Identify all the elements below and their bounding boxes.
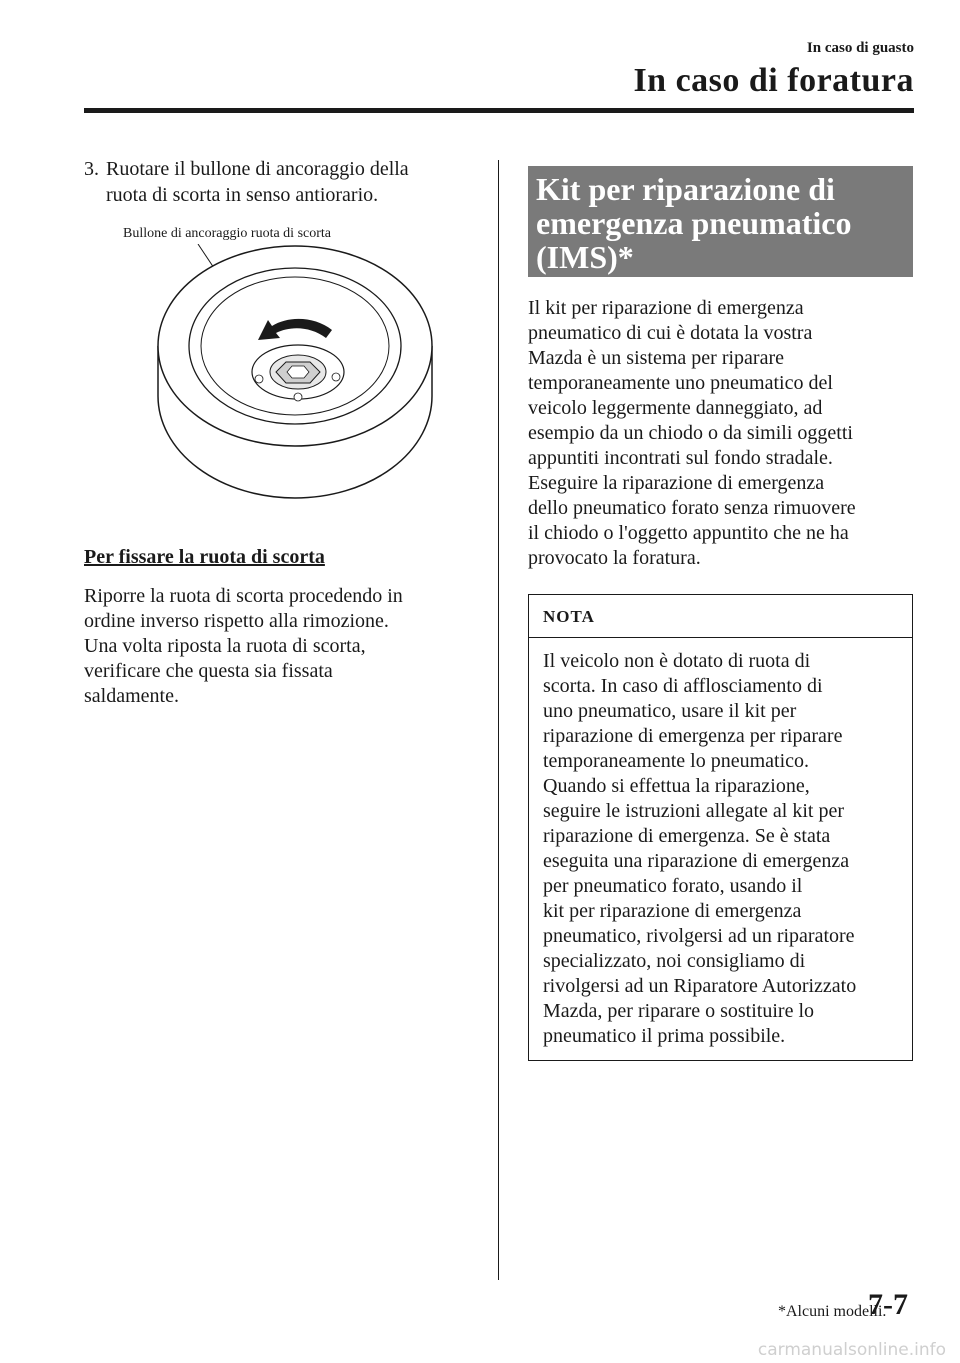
paragraph-line: pneumatico di cui è dotata la vostra (528, 322, 813, 344)
kit-description-paragraph (528, 296, 913, 571)
chapter-title: In caso di foratura (633, 62, 914, 99)
note-line: eseguita una riparazione di emergenza (543, 850, 850, 872)
note-line: kit per riparazione di emergenza (543, 900, 802, 922)
fix-spare-heading: Per fissare la ruota di scorta (84, 546, 325, 568)
paragraph-line: il chiodo o l'oggetto appuntito che ne ha (528, 522, 849, 544)
paragraph-line: Eseguire la riparazione di emergenza (528, 472, 825, 494)
spare-tire-illustration (150, 244, 440, 534)
step-3 (84, 156, 484, 208)
header-rule (84, 108, 914, 113)
note-line: rivolgersi ad un Riparatore Autorizzato (543, 975, 857, 997)
paragraph-line: veicolo leggermente danneggiato, ad (528, 397, 823, 419)
note-line: pneumatico, rivolgersi ad un riparatore (543, 925, 855, 947)
step-text (106, 156, 484, 208)
note-line: seguire le istruzioni allegate al kit per (543, 800, 844, 822)
paragraph-line: esempio da un chiodo o da simili oggetti (528, 422, 853, 444)
paragraph-line: saldamente. (84, 685, 179, 707)
step-number: 3. (84, 158, 99, 180)
title-line: Kit per riparazione di (536, 171, 835, 207)
note-line: temporaneamente lo pneumatico. (543, 750, 810, 772)
page-number: 7-7 (868, 1288, 908, 1321)
paragraph-line: provocato la foratura. (528, 547, 701, 569)
figure-callout: Bullone di ancoraggio ruota di scorta (123, 226, 331, 241)
note-line: scorta. In caso di afflosciamento di (543, 675, 823, 697)
step-line: ruota di scorta in senso antiorario. (106, 184, 379, 206)
note-line: uno pneumatico, usare il kit per (543, 700, 797, 722)
paragraph-line: temporaneamente uno pneumatico del (528, 372, 833, 394)
note-box (528, 594, 913, 1061)
paragraph-line: Mazda è un sistema per riparare (528, 347, 784, 369)
note-line: riparazione di emergenza per riparare (543, 725, 843, 747)
paragraph-line: Riporre la ruota di scorta procedendo in (84, 585, 403, 607)
note-line: pneumatico il prima possibile. (543, 1025, 786, 1047)
note-line: Mazda, per riparare o sostituire lo (543, 1000, 815, 1022)
section-label: In caso di guasto (806, 40, 914, 56)
title-line: (IMS)* (536, 239, 634, 275)
note-line: Il veicolo non è dotato di ruota di (543, 650, 811, 672)
note-line: specializzato, noi consigliamo di (543, 950, 806, 972)
paragraph-line: ordine inverso rispetto alla rimozione. (84, 610, 389, 632)
fix-spare-paragraph (84, 584, 484, 709)
title-line: emergenza pneumatico (536, 205, 852, 241)
note-line: riparazione di emergenza. Se è stata (543, 825, 831, 847)
kit-section-title (536, 172, 906, 274)
paragraph-line: dello pneumatico forato senza rimuovere (528, 497, 856, 519)
note-line: Quando si effettua la riparazione, (543, 775, 810, 797)
note-divider (529, 637, 912, 638)
kit-section-header (528, 166, 913, 277)
note-text (543, 649, 905, 1049)
paragraph-line: verificare che questa sia fissata (84, 660, 333, 682)
column-divider (498, 160, 499, 1280)
step-line: Ruotare il bullone di ancoraggio della (106, 158, 409, 180)
paragraph-line: Il kit per riparazione di emergenza (528, 297, 804, 319)
note-line: per pneumatico forato, usando il (543, 875, 803, 897)
watermark: carmanualsonline.info (757, 1340, 946, 1360)
paragraph-line: Una volta riposta la ruota di scorta, (84, 635, 366, 657)
footnote: *Alcuni modelli. (778, 1303, 887, 1320)
note-title: NOTA (543, 607, 595, 626)
paragraph-line: appuntiti incontrati sul fondo stradale. (528, 447, 833, 469)
